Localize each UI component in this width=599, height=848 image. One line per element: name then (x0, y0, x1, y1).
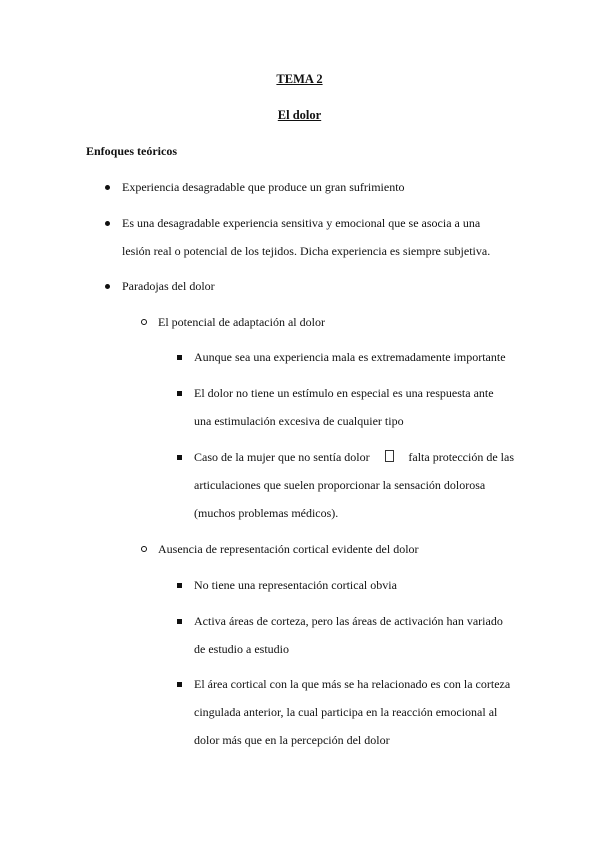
missing-glyph-icon (385, 450, 394, 462)
bullet-square (177, 355, 182, 360)
bullet-square (177, 455, 182, 460)
sub-sub-item-line: Activa áreas de corteza, pero las áreas de activación han variado (194, 614, 503, 628)
sub-sub-item-line (194, 478, 514, 492)
sub-list-item: Ausencia de representación cortical evidente del dolor (158, 542, 419, 556)
sub-sub-item-line (194, 450, 514, 464)
list-item: Paradojas del dolor (122, 279, 215, 293)
section-heading: Enfoques teóricos (86, 144, 177, 158)
document-subtitle: El dolor (277, 108, 322, 122)
bullet-circle (141, 546, 147, 552)
bullet-disc (105, 221, 110, 226)
list-item-line (122, 216, 514, 230)
bullet-disc (105, 284, 110, 289)
sub-sub-item-text: Caso de la mujer que no sentía dolor (194, 450, 370, 464)
sub-sub-item-line: una estimulación excesiva de cualquier tipo (194, 414, 404, 428)
list-item-text: Es una desagradable experiencia sensitiva y emocional que se asocia a una (122, 216, 481, 230)
document-title: TEMA 2 (276, 72, 323, 86)
sub-sub-item-line: de estudio a estudio (194, 642, 289, 656)
sub-sub-item-line: (muchos problemas médicos). (194, 506, 339, 520)
bullet-disc (105, 185, 110, 190)
list-item: Experiencia desagradable que produce un gran sufrimiento (122, 180, 405, 194)
sub-sub-item-line: El dolor no tiene un estímulo en especial es una respuesta ante (194, 386, 494, 400)
sub-sub-item: No tiene una representación cortical obvia (194, 578, 397, 592)
list-item-line: lesión real o potencial de los tejidos. Dicha experiencia es siempre subjetiva. (122, 244, 491, 258)
sub-sub-item-line: cingulada anterior, la cual participa en la reacción emocional al (194, 705, 498, 719)
sub-sub-item-line: El área cortical con la que más se ha relacionado es con la corteza (194, 677, 511, 691)
sub-sub-item: Aunque sea una experiencia mala es extremadamente importante (194, 350, 506, 364)
bullet-square (177, 682, 182, 687)
bullet-square (177, 391, 182, 396)
bullet-circle (141, 319, 147, 325)
sub-sub-item-line: dolor más que en la percepción del dolor (194, 733, 390, 747)
bullet-square (177, 619, 182, 624)
sub-sub-item-text: articulaciones que suelen proporcionar la sensación dolorosa (194, 478, 486, 492)
bullet-square (177, 583, 182, 588)
sub-sub-item-text: falta protección de las (408, 450, 514, 464)
sub-list-item: El potencial de adaptación al dolor (158, 315, 325, 329)
